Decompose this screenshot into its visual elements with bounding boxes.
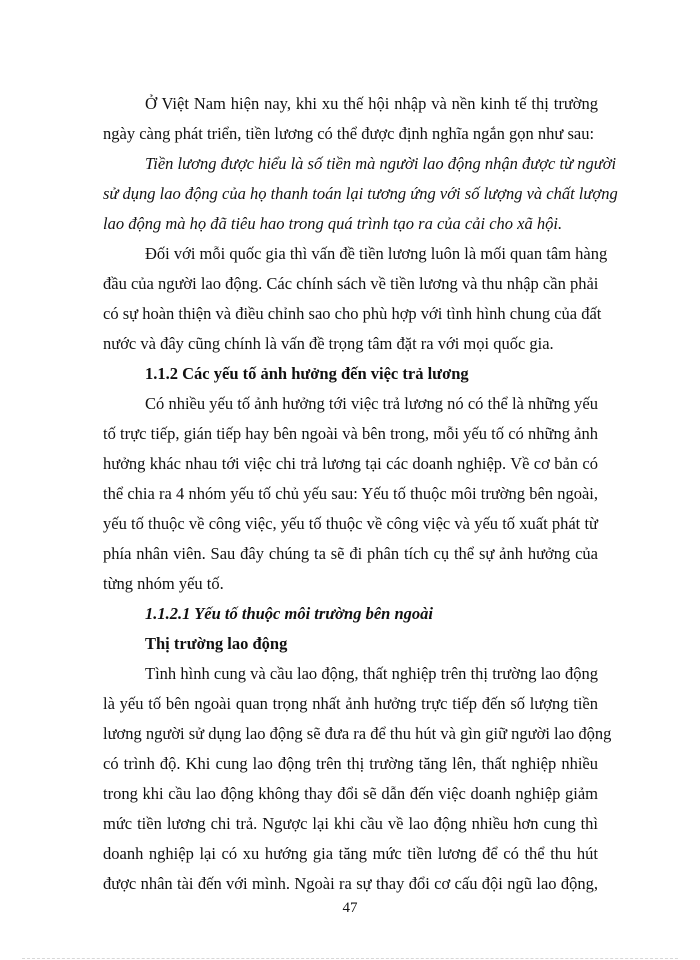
paragraph-5-line: Tình hình cung và cầu lao động, thất nghiệp trên thị trường lao động — [145, 664, 598, 683]
page-bottom-divider — [22, 958, 678, 959]
paragraph-1-line: Ở Việt Nam hiện nay, khi xu thế hội nhập và nền kinh tế thị trường — [145, 94, 598, 113]
paragraph-1-line: ngày càng phát triển, tiền lương có thể được định nghĩa ngắn gọn như sau: — [103, 124, 595, 143]
paragraph-5-line: mức tiền lương chi trả. Ngược lại khi cầu về lao động nhiều hơn cung thì — [103, 814, 598, 833]
paragraph-5-line: là yếu tố bên ngoài quan trọng nhất ảnh hưởng trực tiếp đến số lượng tiền — [103, 694, 598, 713]
subsection-heading-1-1-2-1: 1.1.2.1 Yếu tố thuộc môi trường bên ngoài — [145, 604, 433, 623]
paragraph-5-line: doanh nghiệp lại có xu hướng gia tăng mức tiền lương để có thể thu hút — [103, 844, 598, 863]
paragraph-3-line: Đối với mỗi quốc gia thì vấn đề tiền lương luôn là mối quan tâm hàng — [145, 244, 608, 263]
paragraph-4-line: hưởng khác nhau tới việc chi trả lương tại các doanh nghiệp. Về cơ bản có — [103, 454, 598, 473]
section-heading-1-1-2: 1.1.2 Các yếu tố ảnh hưởng đến việc trả lương — [145, 364, 469, 383]
paragraph-3-line: có sự hoàn thiện và điều chỉnh sao cho phù hợp với tình hình chung của đất — [103, 304, 602, 323]
paragraph-3-line: nước và đây cũng chính là vấn đề trọng tâm đặt ra với mọi quốc gia. — [103, 334, 554, 353]
paragraph-5-line: lương người sử dụng lao động sẽ đưa ra để thu hút và gìn giữ người lao động — [103, 724, 612, 743]
definition-line: lao động mà họ đã tiêu hao trong quá trình tạo ra của cải cho xã hội. — [103, 214, 563, 233]
page-number: 47 — [342, 900, 358, 916]
definition-line: sử dụng lao động của họ thanh toán lại tương ứng với số lượng và chất lượng — [103, 184, 618, 203]
paragraph-5-line: có trình độ. Khi cung lao động trên thị trường tăng lên, thất nghiệp nhiều — [103, 754, 598, 773]
paragraph-4-line: phía nhân viên. Sau đây chúng ta sẽ đi phân tích cụ thể sự ảnh hưởng của — [103, 544, 598, 563]
paragraph-5-line: trong khi cầu lao động không thay đổi sẽ dẫn đến việc doanh nghiệp giảm — [103, 784, 598, 803]
definition-line: Tiền lương được hiểu là số tiền mà người lao động nhận được từ người — [145, 154, 617, 173]
paragraph-4-line: thể chia ra 4 nhóm yếu tố chủ yếu sau: Yếu tố thuộc môi trường bên ngoài, — [103, 484, 598, 503]
paragraph-5-line: được nhân tài đến với mình. Ngoài ra sự thay đổi cơ cấu đội ngũ lao động, — [103, 874, 598, 893]
paragraph-4-line: yếu tố thuộc về công việc, yếu tố thuộc về công việc và yếu tố xuất phát từ — [103, 514, 598, 533]
paragraph-3-line: đầu của người lao động. Các chính sách về tiền lương và thu nhập cần phải — [103, 274, 599, 293]
paragraph-4-line: tố trực tiếp, gián tiếp hay bên ngoài và bên trong, mỗi yếu tố có những ảnh — [103, 424, 598, 443]
topic-heading-labor-market: Thị trường lao động — [145, 634, 288, 653]
paragraph-4-line: từng nhóm yếu tố. — [103, 574, 224, 593]
paragraph-4-line: Có nhiều yếu tố ảnh hưởng tới việc trả lương nó có thể là những yếu — [145, 394, 598, 413]
